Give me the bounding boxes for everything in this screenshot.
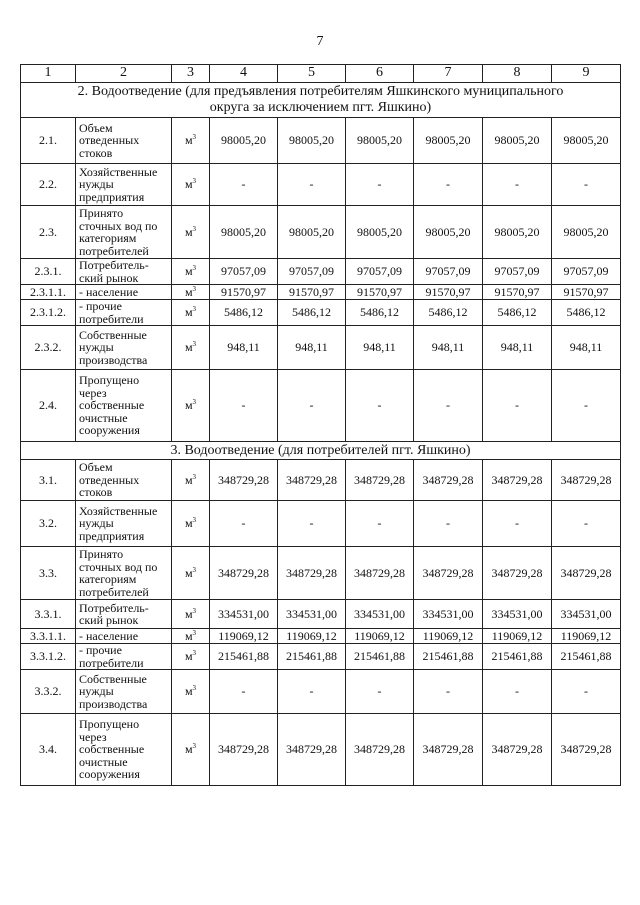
unit-exponent: 3	[192, 284, 197, 293]
value-cell: 334531,00	[210, 600, 278, 629]
unit-cell	[172, 714, 210, 786]
row-label	[76, 370, 172, 442]
value-cell: 348729,28	[552, 547, 621, 600]
value-cell: 215461,88	[414, 644, 483, 670]
value-cell: 348729,28	[210, 460, 278, 501]
value-cell: 215461,88	[346, 644, 414, 670]
row-label-line: стоков	[79, 485, 113, 500]
value-cell: 119069,12	[483, 629, 552, 644]
value-cell: 119069,12	[278, 629, 346, 644]
table-row	[21, 460, 621, 501]
value-cell: -	[278, 370, 346, 442]
value-cell: 98005,20	[210, 118, 278, 164]
value-cell: 348729,28	[414, 714, 483, 786]
value-cell: 334531,00	[278, 600, 346, 629]
row-label-line: собственные	[79, 398, 145, 413]
table-row	[21, 164, 621, 206]
table-row	[21, 547, 621, 600]
value-cell: 348729,28	[278, 714, 346, 786]
row-label-line: Потребитель-	[79, 258, 149, 272]
value-cell: 215461,88	[552, 644, 621, 670]
row-number: 3.3.	[21, 547, 76, 600]
value-cell: 5486,12	[346, 300, 414, 326]
row-label-line: Объем	[79, 120, 113, 135]
row-number: 2.3.1.	[21, 259, 76, 285]
unit-text: м	[184, 264, 193, 279]
row-label-line: отведенных	[79, 133, 140, 148]
value-cell: 348729,28	[552, 714, 621, 786]
row-label-line: Собственные	[79, 671, 147, 686]
value-cell: 119069,12	[210, 629, 278, 644]
row-label	[76, 285, 172, 300]
row-label-line: предприятия	[79, 528, 145, 543]
unit-cell	[172, 460, 210, 501]
row-label-line: очистные	[79, 410, 128, 425]
value-cell: -	[346, 670, 414, 714]
value-cell: 334531,00	[483, 600, 552, 629]
table-row	[21, 370, 621, 442]
value-cell: 348729,28	[483, 714, 552, 786]
value-cell: 98005,20	[210, 206, 278, 259]
row-label-line: собственные	[79, 742, 145, 757]
value-cell: 334531,00	[552, 600, 621, 629]
header-cell: 6	[346, 65, 414, 83]
unit-text: м	[184, 516, 193, 531]
row-label-line: производства	[79, 696, 148, 711]
value-cell: -	[278, 670, 346, 714]
row-number: 3.4.	[21, 714, 76, 786]
row-label-line: производства	[79, 352, 148, 367]
value-cell: 97057,09	[278, 259, 346, 285]
unit-cell	[172, 285, 210, 300]
row-number: 3.3.1.2.	[21, 644, 76, 670]
row-label-line: стоков	[79, 145, 113, 160]
header-cell: 8	[483, 65, 552, 83]
section-title-line: округа за исключением пгт. Яшкино)	[209, 100, 432, 115]
value-cell: 5486,12	[483, 300, 552, 326]
value-cell: 5486,12	[552, 300, 621, 326]
unit-cell	[172, 164, 210, 206]
unit-cell	[172, 547, 210, 600]
row-label-line: Хозяйственные	[79, 503, 158, 518]
value-cell: 348729,28	[414, 460, 483, 501]
row-label-line: - население	[79, 284, 139, 299]
value-cell: -	[483, 670, 552, 714]
section-title-line: 2. Водоотведение (для предъявления потребителям Яшкинского муниципального	[77, 84, 564, 99]
row-label	[76, 644, 172, 670]
value-cell: 348729,28	[552, 460, 621, 501]
unit-text: м	[184, 472, 193, 487]
row-label-line: через	[79, 385, 107, 400]
value-cell: 348729,28	[210, 547, 278, 600]
unit-exponent: 3	[192, 224, 197, 233]
row-label	[76, 670, 172, 714]
table-row	[21, 644, 621, 670]
value-cell: 91570,97	[483, 285, 552, 300]
value-cell: -	[210, 370, 278, 442]
value-cell: 348729,28	[414, 547, 483, 600]
row-label-line: отведенных	[79, 472, 140, 487]
row-label-line: сооружения	[79, 423, 140, 438]
value-cell: 348729,28	[346, 714, 414, 786]
row-number: 2.4.	[21, 370, 76, 442]
row-label-line: через	[79, 729, 107, 744]
section-title-line: 3. Водоотведение (для потребителей пгт. Яшкино)	[170, 442, 471, 458]
value-cell: 215461,88	[483, 644, 552, 670]
unit-text: м	[184, 684, 193, 699]
unit-text: м	[184, 133, 193, 148]
row-label-line: предприятия	[79, 189, 145, 204]
value-cell: 5486,12	[414, 300, 483, 326]
value-cell: 98005,20	[414, 118, 483, 164]
unit-text: м	[184, 398, 193, 413]
table-row	[21, 285, 621, 300]
table-row	[21, 714, 621, 786]
unit-exponent: 3	[192, 264, 197, 273]
header-cell: 4	[210, 65, 278, 83]
unit-exponent: 3	[192, 398, 197, 407]
value-cell: -	[346, 370, 414, 442]
row-label	[76, 501, 172, 547]
value-cell: 5486,12	[210, 300, 278, 326]
value-cell: 348729,28	[346, 547, 414, 600]
value-cell: 91570,97	[346, 285, 414, 300]
value-cell: 119069,12	[414, 629, 483, 644]
row-label-line: Принято	[79, 547, 124, 561]
row-number: 2.3.	[21, 206, 76, 259]
table-row	[21, 501, 621, 547]
value-cell: -	[414, 670, 483, 714]
value-cell: 98005,20	[278, 118, 346, 164]
row-label-line: Пропущено	[79, 373, 140, 388]
section-header-row	[21, 83, 621, 118]
unit-exponent: 3	[192, 177, 197, 186]
row-label-line: потребители	[79, 311, 144, 326]
row-label	[76, 629, 172, 644]
row-label-line: очистные	[79, 754, 128, 769]
unit-cell	[172, 670, 210, 714]
row-number: 2.3.1.1.	[21, 285, 76, 300]
row-label-line: ский рынок	[79, 270, 139, 285]
value-cell: 348729,28	[278, 460, 346, 501]
value-cell: -	[552, 164, 621, 206]
unit-text: м	[184, 305, 193, 320]
row-label-line: нужды	[79, 516, 114, 531]
value-cell: -	[483, 501, 552, 547]
value-cell: -	[414, 370, 483, 442]
section-title	[21, 83, 621, 118]
value-cell: 98005,20	[483, 206, 552, 259]
value-cell: -	[346, 164, 414, 206]
unit-cell	[172, 600, 210, 629]
table-row	[21, 670, 621, 714]
unit-cell	[172, 370, 210, 442]
unit-exponent: 3	[192, 606, 197, 615]
value-cell: 334531,00	[346, 600, 414, 629]
row-label-line: сооружения	[79, 767, 140, 782]
value-cell: 91570,97	[278, 285, 346, 300]
row-number: 3.3.2.	[21, 670, 76, 714]
value-cell: 948,11	[552, 326, 621, 370]
value-cell: -	[483, 164, 552, 206]
value-cell: 5486,12	[278, 300, 346, 326]
value-cell: 948,11	[483, 326, 552, 370]
value-cell: 97057,09	[552, 259, 621, 285]
row-number: 2.3.1.2.	[21, 300, 76, 326]
water-disposal-table	[20, 64, 621, 786]
value-cell: 348729,28	[483, 460, 552, 501]
row-label	[76, 206, 172, 259]
value-cell: 348729,28	[278, 547, 346, 600]
row-label-line: нужды	[79, 177, 114, 192]
value-cell: 97057,09	[210, 259, 278, 285]
header-cell: 1	[21, 65, 76, 83]
value-cell: 91570,97	[414, 285, 483, 300]
row-number: 2.3.2.	[21, 326, 76, 370]
unit-cell	[172, 118, 210, 164]
row-label-line: - население	[79, 628, 139, 643]
value-cell: 948,11	[414, 326, 483, 370]
value-cell: 97057,09	[483, 259, 552, 285]
value-cell: -	[552, 501, 621, 547]
value-cell: 91570,97	[210, 285, 278, 300]
row-number: 3.1.	[21, 460, 76, 501]
unit-cell	[172, 644, 210, 670]
value-cell: -	[210, 670, 278, 714]
unit-exponent: 3	[192, 742, 197, 751]
unit-exponent: 3	[192, 472, 197, 481]
row-label-line: Объем	[79, 460, 113, 475]
unit-exponent: 3	[192, 565, 197, 574]
row-label-line: Хозяйственные	[79, 164, 158, 179]
value-cell: 97057,09	[414, 259, 483, 285]
header-row	[21, 65, 621, 83]
section-header-row	[21, 442, 621, 460]
value-cell: -	[552, 370, 621, 442]
unit-text: м	[184, 565, 193, 580]
unit-exponent: 3	[192, 305, 197, 314]
row-label-line: Пропущено	[79, 717, 140, 732]
value-cell: -	[414, 164, 483, 206]
row-label-line: потребителей	[79, 584, 149, 599]
header-cell: 9	[552, 65, 621, 83]
unit-text: м	[184, 340, 193, 355]
value-cell: 98005,20	[278, 206, 346, 259]
unit-text: м	[184, 649, 193, 664]
row-label	[76, 547, 172, 600]
value-cell: 119069,12	[552, 629, 621, 644]
value-cell: 98005,20	[346, 118, 414, 164]
row-number: 3.2.	[21, 501, 76, 547]
unit-text: м	[184, 284, 193, 299]
row-label-line: нужды	[79, 340, 114, 355]
row-label-line: сточных вод по	[79, 218, 158, 233]
page-number: 7	[316, 34, 324, 49]
value-cell: 348729,28	[483, 547, 552, 600]
value-cell: 98005,20	[552, 206, 621, 259]
value-cell: 215461,88	[278, 644, 346, 670]
row-label-line: категориям	[79, 231, 137, 245]
unit-exponent: 3	[192, 684, 197, 693]
value-cell: 97057,09	[346, 259, 414, 285]
value-cell: 348729,28	[346, 460, 414, 501]
row-label-line: потребителей	[79, 243, 149, 258]
value-cell: -	[278, 501, 346, 547]
table-body	[21, 65, 621, 786]
value-cell: 98005,20	[346, 206, 414, 259]
unit-text: м	[184, 606, 193, 621]
unit-text: м	[184, 628, 193, 643]
row-label-line: ский рынок	[79, 613, 139, 627]
row-label	[76, 460, 172, 501]
header-cell: 5	[278, 65, 346, 83]
value-cell: 119069,12	[346, 629, 414, 644]
row-label	[76, 326, 172, 370]
unit-exponent: 3	[192, 628, 197, 637]
value-cell: 948,11	[210, 326, 278, 370]
row-label-line: Потребитель-	[79, 600, 149, 615]
row-label-line: Принято	[79, 206, 124, 220]
header-cell: 3	[172, 65, 210, 83]
unit-cell	[172, 206, 210, 259]
table-row	[21, 206, 621, 259]
value-cell: -	[414, 501, 483, 547]
row-label-line: - прочие	[79, 299, 122, 313]
unit-cell	[172, 629, 210, 644]
value-cell: 348729,28	[210, 714, 278, 786]
value-cell: 98005,20	[414, 206, 483, 259]
row-label	[76, 600, 172, 629]
value-cell: -	[210, 164, 278, 206]
value-cell: -	[278, 164, 346, 206]
value-cell: -	[483, 370, 552, 442]
table-row	[21, 259, 621, 285]
unit-cell	[172, 326, 210, 370]
value-cell: 948,11	[346, 326, 414, 370]
value-cell: -	[210, 501, 278, 547]
row-label	[76, 164, 172, 206]
table-row	[21, 326, 621, 370]
value-cell: 98005,20	[483, 118, 552, 164]
table-row	[21, 629, 621, 644]
value-cell: -	[552, 670, 621, 714]
unit-cell	[172, 259, 210, 285]
unit-cell	[172, 501, 210, 547]
section-title	[21, 442, 621, 460]
unit-exponent: 3	[192, 340, 197, 349]
unit-exponent: 3	[192, 516, 197, 525]
header-cell: 2	[76, 65, 172, 83]
header-cell: 7	[414, 65, 483, 83]
unit-text: м	[184, 742, 193, 757]
row-label	[76, 259, 172, 285]
value-cell: 91570,97	[552, 285, 621, 300]
value-cell: 215461,88	[210, 644, 278, 670]
row-label	[76, 300, 172, 326]
row-number: 2.2.	[21, 164, 76, 206]
unit-text: м	[184, 177, 193, 192]
row-label-line: сточных вод по	[79, 559, 158, 574]
unit-cell	[172, 300, 210, 326]
value-cell: -	[346, 501, 414, 547]
row-label	[76, 118, 172, 164]
unit-exponent: 3	[192, 649, 197, 658]
row-number: 3.3.1.1.	[21, 629, 76, 644]
table-row	[21, 300, 621, 326]
table-row	[21, 118, 621, 164]
value-cell: 948,11	[278, 326, 346, 370]
row-label	[76, 714, 172, 786]
table-row	[21, 600, 621, 629]
value-cell: 98005,20	[552, 118, 621, 164]
row-label-line: - прочие	[79, 643, 122, 657]
row-label-line: потребители	[79, 655, 144, 670]
row-label-line: категориям	[79, 572, 137, 586]
row-number: 2.1.	[21, 118, 76, 164]
unit-text: м	[184, 224, 193, 239]
row-number: 3.3.1.	[21, 600, 76, 629]
value-cell: 334531,00	[414, 600, 483, 629]
row-label-line: нужды	[79, 684, 114, 699]
row-label-line: Собственные	[79, 327, 147, 342]
unit-exponent: 3	[192, 133, 197, 142]
